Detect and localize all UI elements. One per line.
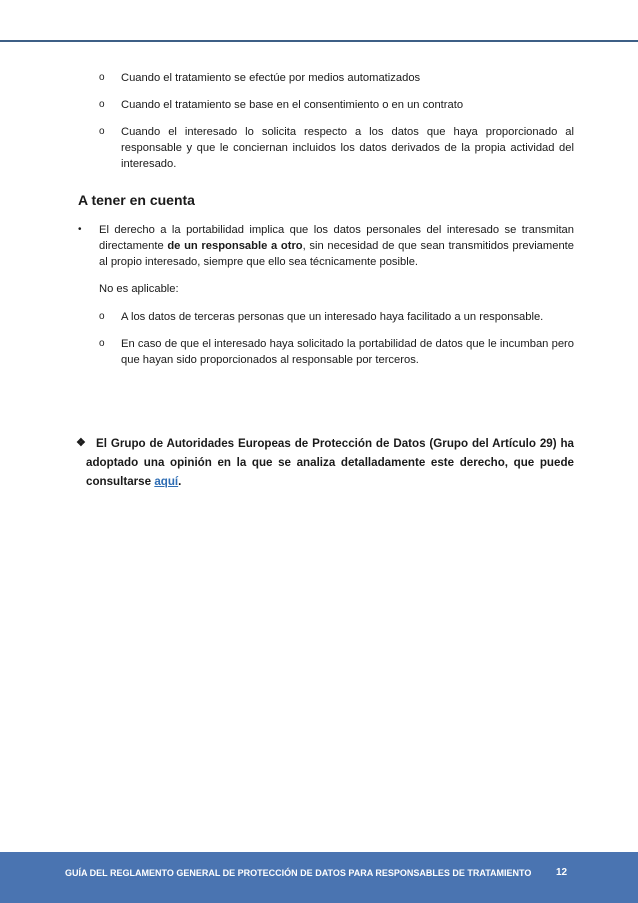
not-applicable-note: No es aplicable: (99, 283, 179, 295)
list-item-text: Cuando el tratamiento se efectúe por medios automatizados (121, 72, 421, 84)
page-number: 12 (556, 867, 568, 878)
bullet-icon: • (78, 224, 82, 235)
footer-band (0, 852, 638, 903)
bullet-paragraph (78, 222, 574, 270)
list-item (78, 336, 574, 368)
circle-bullet-icon: o (99, 99, 105, 110)
circle-bullet-icon: o (99, 338, 105, 349)
list-item-text: Cuando el interesado lo solicita respecto a los datos que haya proporcionado al responsable y que le conciernan incluidos los datos derivados de la propia actividad del interesado. (121, 126, 574, 170)
circle-bullet-icon: o (99, 72, 105, 83)
section-heading: A tener en cuenta (78, 192, 195, 208)
list-item (78, 70, 574, 86)
list-item-text: A los datos de terceras personas que un interesado haya facilitado a un responsable. (121, 311, 544, 323)
list-item (78, 309, 574, 325)
bullet-text-bold: de un responsable a otro (167, 240, 303, 252)
list-item (78, 97, 574, 113)
reference-paragraph (78, 434, 574, 491)
exceptions-list (78, 309, 574, 368)
circle-bullet-icon: o (99, 126, 105, 137)
circle-bullet-icon: o (99, 311, 105, 322)
reference-text-end: . (178, 475, 182, 488)
bullet-text-end: , sin necesidad de que sean transmitidos previamente al propio interesado, siempre que ello sea técnicamente posible. (99, 240, 574, 268)
reference-note (78, 434, 574, 491)
diamond-bullet-icon: ❖ (76, 437, 86, 449)
criteria-list (78, 70, 574, 172)
bullet-text-start: El derecho a la portabilidad implica que los datos personales del interesado se transmitan directamente (99, 224, 574, 252)
aqui-link[interactable]: aquí (154, 475, 179, 488)
header-rule (0, 40, 638, 42)
list-item-text: Cuando el tratamiento se base en el consentimiento o en un contrato (121, 99, 464, 111)
reference-text: El Grupo de Autoridades Europeas de Protección de Datos (Grupo del Artículo 29) ha adoptado una opinión en la que se analiza detalladamente este derecho, que puede consultarse (86, 437, 574, 488)
list-item (78, 124, 574, 172)
footer-title: GUÍA DEL REGLAMENTO GENERAL DE PROTECCIÓN DE DATOS PARA RESPONSABLES DE TRATAMIENTO (65, 868, 532, 878)
list-item-text: En caso de que el interesado haya solicitado la portabilidad de datos que le incumban pero que hayan sido proporcionados al responsable por terceros. (121, 338, 574, 366)
document-body (78, 70, 574, 379)
